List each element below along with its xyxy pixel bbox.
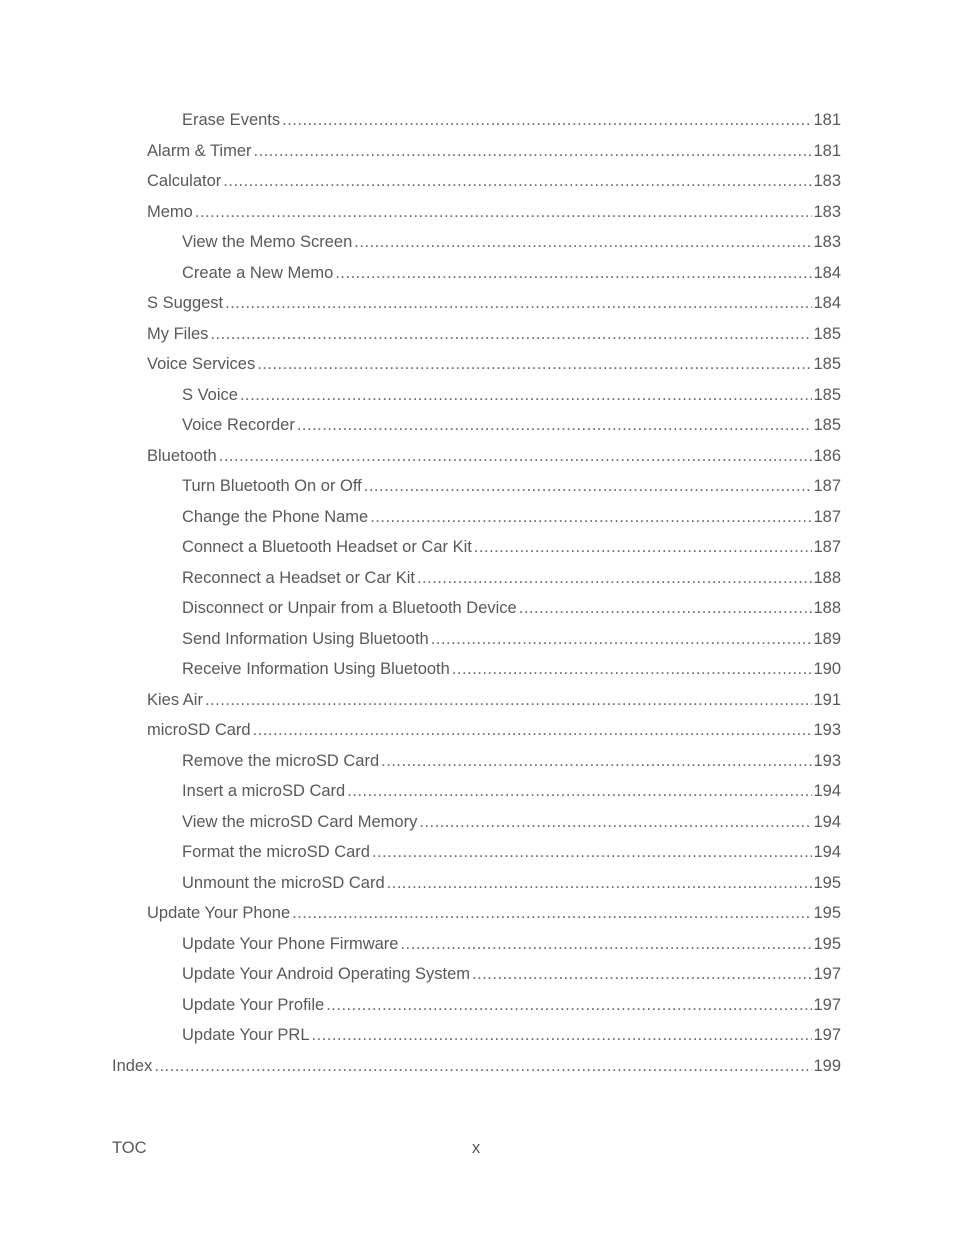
toc-dot-leader <box>372 837 813 868</box>
toc-entry-title: microSD Card <box>147 721 251 739</box>
toc-entry-page-number: 197 <box>813 995 841 1014</box>
toc-entry-page-number: 190 <box>813 660 841 678</box>
toc-entry[interactable] <box>182 837 841 868</box>
toc-entry-title: Unmount the microSD Card <box>182 873 385 892</box>
toc-entry[interactable] <box>112 1051 841 1082</box>
toc-entry-page-number: 183 <box>813 172 841 190</box>
toc-entry-page-number: 184 <box>813 294 841 312</box>
toc-dot-leader <box>474 532 813 563</box>
toc-entry[interactable] <box>147 136 841 167</box>
toc-entry-title: Remove the microSD Card <box>182 751 380 770</box>
toc-entry[interactable] <box>147 288 841 319</box>
toc-entry-page-number: 197 <box>813 1026 841 1044</box>
toc-entry-title: Voice Services <box>147 355 256 373</box>
toc-entry-page-number: 185 <box>813 324 841 343</box>
toc-dot-leader <box>347 776 812 807</box>
toc-entry-title: Voice Recorder <box>182 416 295 434</box>
toc-entry-page-number: 194 <box>813 812 841 831</box>
toc-entry-title: Calculator <box>147 172 222 190</box>
toc-entry-title: Memo <box>147 202 193 221</box>
toc-entry[interactable] <box>182 380 841 411</box>
toc-entry-page-number: 197 <box>813 965 841 983</box>
toc-entry-page-number: 199 <box>813 1056 841 1075</box>
toc-dot-leader <box>195 197 813 228</box>
toc-entry-title: Update Your Phone Firmware <box>182 934 399 953</box>
toc-entry-title: Change the Phone Name <box>182 507 369 526</box>
toc-dot-leader <box>326 990 812 1021</box>
toc-entry-title: Kies Air <box>147 690 203 709</box>
toc-dot-leader <box>297 410 813 441</box>
toc-dot-leader <box>387 868 813 899</box>
toc-entry[interactable] <box>182 258 841 289</box>
toc-dot-leader <box>240 380 813 411</box>
toc-entry[interactable] <box>147 685 841 716</box>
toc-dot-leader <box>210 319 812 350</box>
toc-entry-title: Update Your Phone <box>147 904 291 922</box>
toc-dot-leader <box>400 929 812 960</box>
toc-entry-title: Update Your Profile <box>182 995 325 1014</box>
toc-entry-title: My Files <box>147 324 209 343</box>
toc-dot-leader <box>519 593 813 624</box>
toc-dot-leader <box>312 1020 813 1051</box>
toc-dot-leader <box>253 715 813 746</box>
toc-entry-page-number: 195 <box>813 904 841 922</box>
footer-page-number: x <box>472 1139 481 1157</box>
toc-entry-page-number: 186 <box>813 446 841 465</box>
toc-entry-page-number: 194 <box>813 782 841 800</box>
toc-entry[interactable] <box>182 563 841 594</box>
toc-dot-leader <box>452 654 813 685</box>
toc-entry[interactable] <box>147 197 841 228</box>
toc-dot-leader <box>431 624 813 655</box>
toc-entry[interactable] <box>182 593 841 624</box>
toc-entry-page-number: 185 <box>813 416 841 434</box>
toc-entry-page-number: 187 <box>813 507 841 526</box>
toc-dot-leader <box>354 227 812 258</box>
toc-entry-title: Erase Events <box>182 111 281 129</box>
toc-entry[interactable] <box>182 624 841 655</box>
toc-entry[interactable] <box>182 1020 841 1051</box>
toc-dot-leader <box>254 136 813 167</box>
toc-dot-leader <box>417 563 813 594</box>
toc-entry[interactable] <box>182 532 841 563</box>
toc-entry-page-number: 189 <box>813 629 841 648</box>
toc-entry-title: Format the microSD Card <box>182 843 370 861</box>
toc-entry-page-number: 183 <box>813 202 841 221</box>
toc-entry-title: Update Your PRL <box>182 1026 310 1044</box>
toc-entry-page-number: 187 <box>813 538 841 556</box>
toc-dot-leader <box>370 502 812 533</box>
toc-entry[interactable] <box>182 410 841 441</box>
toc-dot-leader <box>257 349 812 380</box>
toc-entry[interactable] <box>182 807 841 838</box>
toc-entry[interactable] <box>182 959 841 990</box>
footer-section-label: TOC <box>112 1139 147 1157</box>
toc-entry-title: S Voice <box>182 385 238 404</box>
toc-entry-title: Disconnect or Unpair from a Bluetooth Device <box>182 599 517 617</box>
toc-dot-leader <box>282 105 812 136</box>
toc-entry-page-number: 193 <box>813 721 841 739</box>
toc-entry-title: View the Memo Screen <box>182 233 353 251</box>
toc-entry-page-number: 195 <box>813 873 841 892</box>
toc-entry[interactable] <box>182 929 841 960</box>
toc-dot-leader <box>205 685 813 716</box>
toc-entry[interactable] <box>182 471 841 502</box>
toc-entry-page-number: 193 <box>813 751 841 770</box>
toc-entry-title: Alarm & Timer <box>147 141 252 160</box>
toc-entry-page-number: 188 <box>813 568 841 587</box>
toc-entry-title: Insert a microSD Card <box>182 782 346 800</box>
toc-entry-title: Index <box>112 1056 153 1075</box>
toc-dot-leader <box>335 258 812 289</box>
toc-entry-page-number: 183 <box>813 233 841 251</box>
toc-entry-page-number: 185 <box>813 355 841 373</box>
toc-entry-page-number: 195 <box>813 934 841 953</box>
toc-dot-leader <box>381 746 812 777</box>
toc-entry[interactable] <box>147 349 841 380</box>
toc-dot-leader <box>419 807 812 838</box>
toc-entry-page-number: 185 <box>813 385 841 404</box>
toc-entry-title: Send Information Using Bluetooth <box>182 629 429 648</box>
toc-entry[interactable] <box>182 105 841 136</box>
toc-entry[interactable] <box>147 166 841 197</box>
toc-entry-title: Reconnect a Headset or Car Kit <box>182 568 415 587</box>
toc-dot-leader <box>292 898 812 929</box>
toc-entry[interactable] <box>182 868 841 899</box>
toc-dot-leader <box>472 959 812 990</box>
toc-entry-title: Connect a Bluetooth Headset or Car Kit <box>182 538 472 556</box>
toc-entry-title: View the microSD Card Memory <box>182 812 418 831</box>
toc-entry-title: Turn Bluetooth On or Off <box>182 477 362 495</box>
toc-dot-leader <box>223 166 812 197</box>
toc-entry-title: Update Your Android Operating System <box>182 965 471 983</box>
toc-entry[interactable] <box>182 502 841 533</box>
toc-entry-title: Bluetooth <box>147 446 217 465</box>
toc-entry[interactable] <box>182 990 841 1021</box>
toc-entry[interactable] <box>182 654 841 685</box>
toc-entry-page-number: 191 <box>813 690 841 709</box>
toc-dot-leader <box>364 471 813 502</box>
toc-entry[interactable] <box>182 746 841 777</box>
toc-entry-page-number: 181 <box>813 111 841 129</box>
toc-entry-page-number: 184 <box>813 263 841 282</box>
toc-entry-page-number: 181 <box>813 141 841 160</box>
toc-entry-page-number: 187 <box>813 477 841 495</box>
toc-entry[interactable] <box>147 441 841 472</box>
toc-entry[interactable] <box>147 898 841 929</box>
toc-entry[interactable] <box>147 319 841 350</box>
toc-dot-leader <box>219 441 813 472</box>
toc-entry-title: Receive Information Using Bluetooth <box>182 660 450 678</box>
toc-entry-page-number: 188 <box>813 599 841 617</box>
toc-entry-title: S Suggest <box>147 294 224 312</box>
toc-entry-title: Create a New Memo <box>182 263 334 282</box>
toc-entry-page-number: 194 <box>813 843 841 861</box>
toc-entry[interactable] <box>182 227 841 258</box>
toc-dot-leader <box>225 288 812 319</box>
toc-entry[interactable] <box>147 715 841 746</box>
toc-dot-leader <box>154 1051 812 1082</box>
table-of-contents <box>0 105 954 1081</box>
toc-entry[interactable] <box>182 776 841 807</box>
